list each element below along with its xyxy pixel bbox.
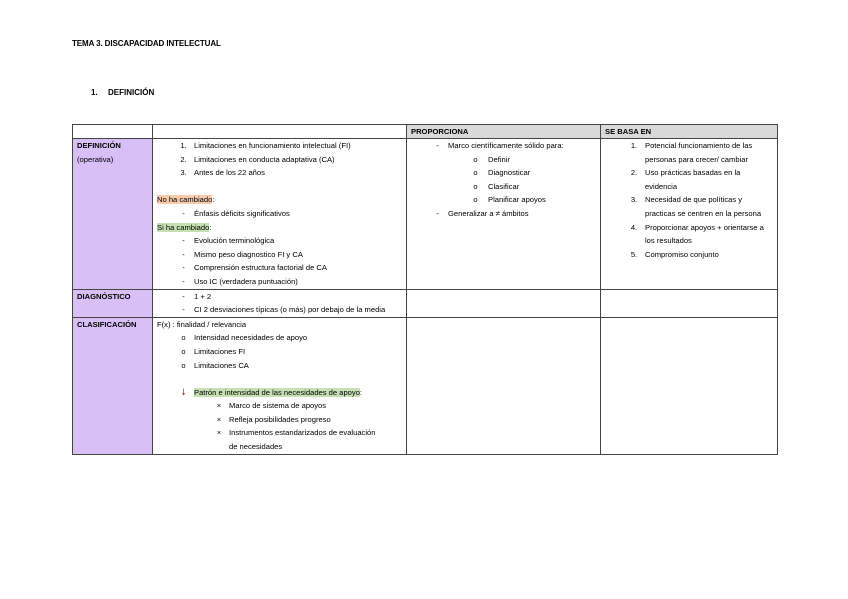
diagnostico-se-basa-en-cell [601,289,778,317]
table-row-definicion [73,139,778,290]
list-item: × Instrumentos estandarizados de evaluación de necesidades [216,428,376,452]
row-label-definicion [73,139,153,290]
list-item: - Generalizar a ≠ ámbitos [436,208,529,218]
diagnostico-content-cell [153,289,407,317]
list-item: 1. Limitaciones en funcionamiento intelectual (FI) [180,141,351,150]
pattern-item: 🠗 Patrón e intensidad de las necesidades de apoyo: [157,386,402,400]
list-item: 2. Uso prácticas basadas en la evidencia [630,168,741,191]
document-title: TEMA 3. DISCAPACIDAD INTELECTUAL [72,39,221,48]
clasificacion-intro: F(x) : finalidad / relevancia [157,319,247,329]
table-header-row [73,125,778,139]
list-item: o Limitaciones CA [181,360,249,370]
list-item: - Comprensión estructura factorial de CA [182,263,327,273]
list-item: o Planificar apoyos [473,195,546,205]
list-item: - Marco científicamente sólido para: [436,141,564,150]
clasificacion-content-cell [153,317,407,454]
header-proporciona: PROPORCIONA [407,125,601,139]
list-item: 3. Antes de los 22 años [180,168,265,178]
pattern-text: Patrón e intensidad de las necesidades de apoyo [194,387,360,397]
list-item: o Definir [473,154,510,164]
list-item: 3. Necesidad de que políticas y practicas se centren en la persona [630,195,762,218]
diagnostico-proporciona-cell [407,289,601,317]
list-item: 5. Compromiso conjunto [630,249,719,259]
section-heading [91,88,154,97]
header-cell-empty-1 [73,125,153,139]
clasificacion-proporciona-cell [407,317,601,454]
list-item: o Clasificar [473,181,520,191]
table-row-diagnostico [73,289,778,317]
list-item: o Diagnosticar [473,168,531,178]
list-item: o Limitaciones FI [181,346,246,356]
list-item: - Evolución terminológica [182,236,275,246]
list-item: - Mismo peso diagnostico FI y CA [182,249,303,259]
clasificacion-se-basa-en-cell [601,317,778,454]
section-title: DEFINICIÓN [108,88,155,97]
arrow-down-icon: 🠗 [181,386,186,397]
list-item: 1. Potencial funcionamiento de las personas para crecer/ cambiar [630,141,753,164]
row-label-diagnostico: DIAGNÓSTICO [73,289,153,317]
header-cell-empty-2 [153,125,407,139]
definition-table [72,124,778,455]
se-basa-en-cell [601,139,778,290]
list-item: 2. Limitaciones en conducta adaptativa (CA) [180,154,335,164]
list-item: 4. Proporcionar apoyos + orientarse a los resultados [630,222,764,246]
changed-heading: Si ha cambiado: [157,222,212,232]
list-item: o Intensidad necesidades de apoyo [181,333,308,343]
definicion-sublabel: (operativa) [77,154,114,164]
section-number: 1. [91,88,98,97]
header-se-basa-en: SE BASA EN [601,125,778,139]
list-item: - Énfasis déficits significativos [182,208,290,218]
no-changed-label: No ha cambiado [157,195,213,205]
list-item: × Refleja posibilidades progreso [216,414,331,424]
no-changed-heading: No ha cambiado: [157,195,215,205]
proporciona-cell [407,139,601,290]
list-item: - Uso IC (verdadera puntuación) [182,276,298,286]
list-item: - 1 + 2 [182,291,212,301]
definicion-content-cell [153,139,407,290]
definicion-label: DEFINICIÓN [77,141,121,150]
table-row-clasificacion [73,317,778,454]
changed-label: Si ha cambiado [157,222,210,232]
list-item: - CI 2 desviaciones típicas (o más) por debajo de la media [182,305,386,315]
list-item: × Marco de sistema de apoyos [216,401,327,411]
row-label-clasificacion: CLASIFICACIÓN [73,317,153,454]
